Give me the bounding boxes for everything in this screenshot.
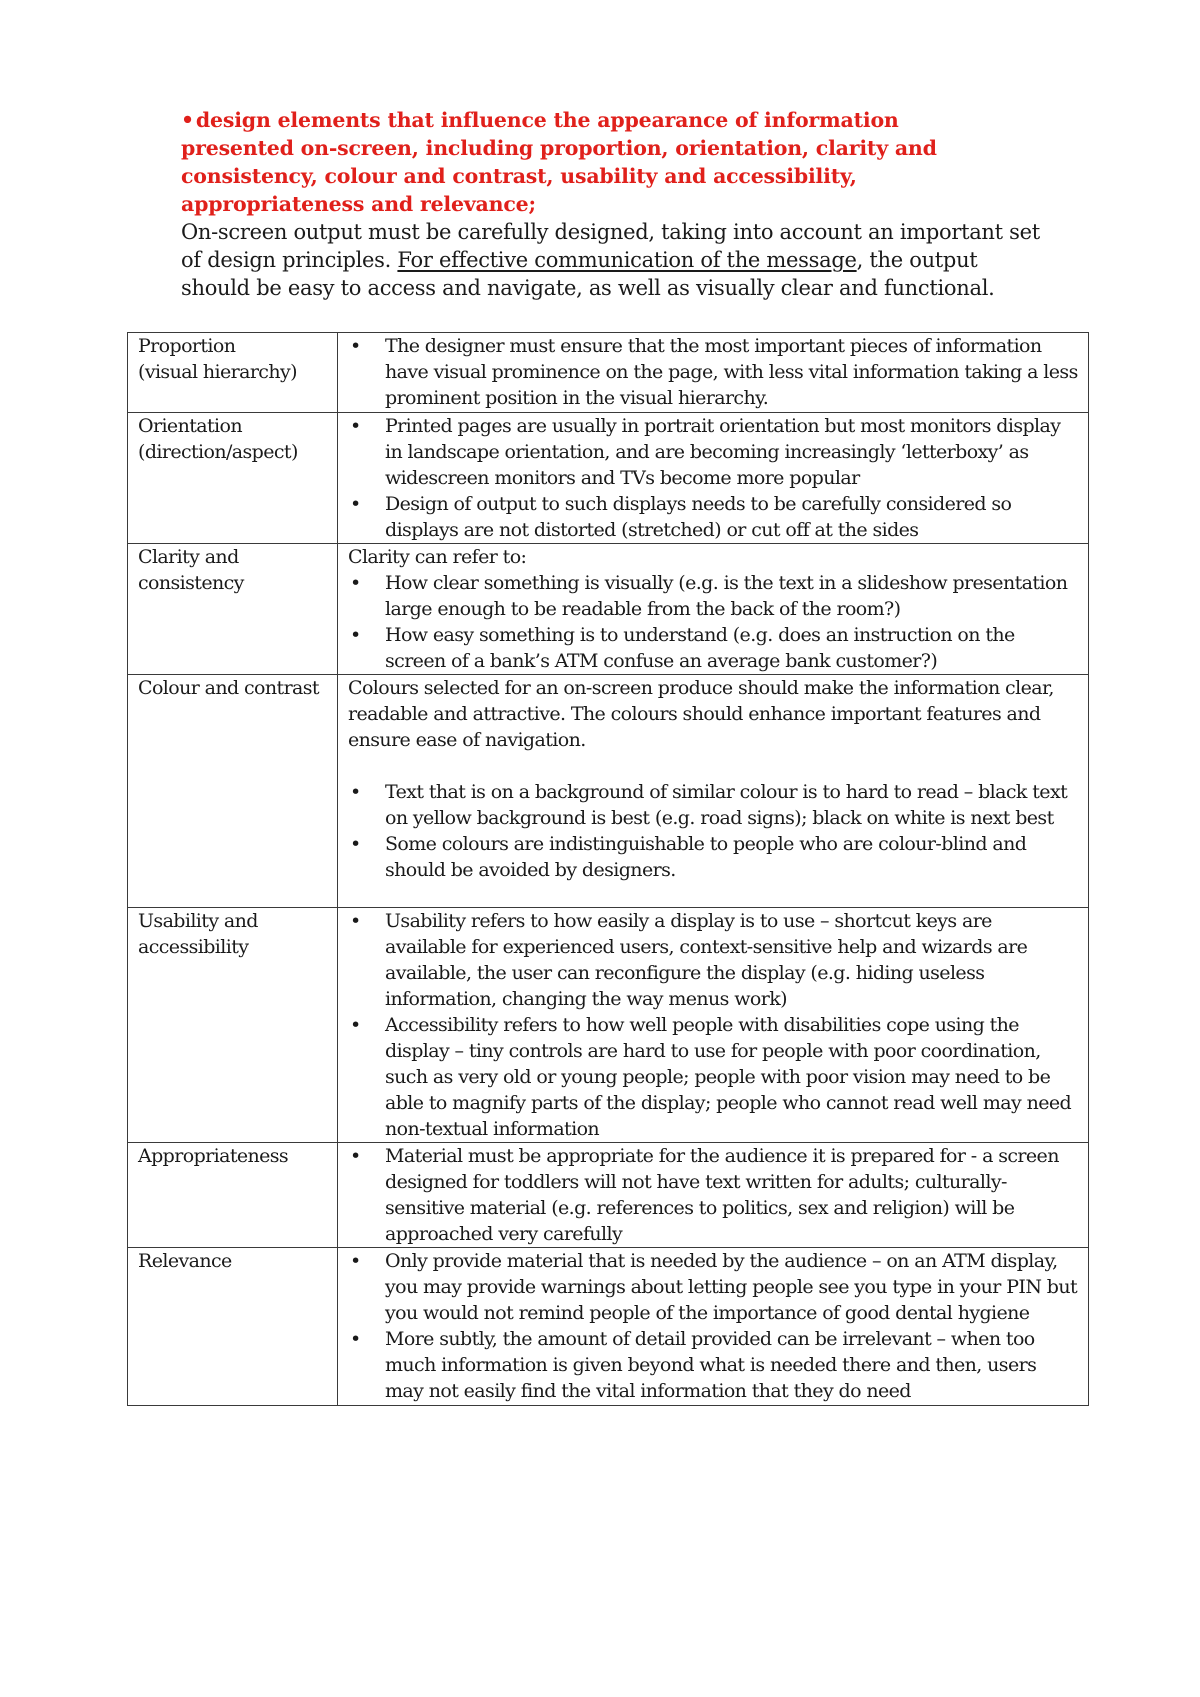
bullet-list [348,333,1078,411]
term-cell [128,1248,338,1406]
bullet-list [348,1248,1078,1404]
bullet-item: • Printed pages are usually in portrait orientation but most monitors display in landscape orientation, and are becoming increasingly ‘letterboxy’ as widescreen monitors and TVs become more popular [348,413,1078,491]
heading-text: design elements that influence the appearance of information presented on-screen, including proportion, orientation, clarity and consistency, colour and contrast, usability and accessibility, appropriateness and relevance; [181,108,937,216]
term-cell [128,675,338,908]
heading-bullet: • [181,108,194,132]
description-cell [338,413,1089,544]
description-cell [338,333,1089,413]
section-heading [181,106,1011,218]
bullet-item: • How clear something is visually (e.g. is the text in a slideshow presentation large enough to be readable from the back of the room?) [348,570,1078,622]
bullet-item: • How easy something is to understand (e.g. does an instruction on the screen of a bank’s ATM confuse an average bank customer?) [348,622,1078,674]
intro-paragraph [181,218,1041,302]
term-label: Proportion (visual hierarchy) [138,335,297,383]
term-label: Usability and accessibility [138,910,258,958]
bullet-item: • Usability refers to how easily a display is to use – shortcut keys are available for experienced users, context-sensitive help and wizards are available, the user can reconfigure the display (e.g. hiding useless information, changing the way menus work) [348,908,1078,1012]
description-cell [338,544,1089,675]
description-cell [338,1143,1089,1248]
bullet-item: • Design of output to such displays needs to be carefully considered so displays are not distorted (stretched) or cut off at the sides [348,491,1078,543]
bullet-list [348,779,1078,883]
intro-text-before: On-screen output must be carefully designed, taking into account an important set of design principles. [181,220,1040,272]
description-cell [338,1248,1089,1406]
table-row-usability-accessibility [128,908,1089,1143]
spacer [348,753,1078,779]
bullet-list [348,1143,1078,1247]
term-label: Orientation (direction/aspect) [138,415,298,463]
design-principles-table [127,332,1089,1406]
term-label: Colour and contrast [138,677,319,699]
table-row-clarity [128,544,1089,675]
bullet-item: • The designer must ensure that the most important pieces of information have visual prominence on the page, with less vital information taking a less prominent position in the visual hierarchy. [348,333,1078,411]
table-row-colour-contrast [128,675,1089,908]
intro-text-after: , the output should be easy to access and navigate, as well as visually clear and functional. [181,248,995,300]
table-row-orientation [128,413,1089,544]
bullet-list [348,413,1078,543]
bullet-item: • More subtly, the amount of detail provided can be irrelevant – when too much information is given beyond what is needed there and then, users may not easily find the vital information that they do need [348,1326,1078,1404]
table-row-relevance [128,1248,1089,1406]
term-label: Clarity and consistency [138,546,244,594]
bullet-item: • Material must be appropriate for the audience it is prepared for - a screen designed for toddlers will not have text written for adults; culturally-sensitive material (e.g. references to politics, sex and religion) will be approached very carefully [348,1143,1078,1247]
intro-underlined-phrase: For effective communication of the message [397,248,857,272]
lead-text: Clarity can refer to: [348,546,527,568]
bullet-item: • Only provide material that is needed by the audience – on an ATM display, you may provide warnings about letting people see you type in your PIN but you would not remind people of the importance of good dental hygiene [348,1248,1078,1326]
term-cell [128,1143,338,1248]
bullet-list [348,570,1078,674]
bullet-item: • Some colours are indistinguishable to people who are colour-blind and should be avoided by designers. [348,831,1078,883]
description-cell [338,675,1089,908]
lead-text: Colours selected for an on-screen produce should make the information clear, readable and attractive. The colours should enhance important features and ensure ease of navigation. [348,677,1054,751]
term-cell [128,333,338,413]
table-row-proportion [128,333,1089,413]
term-cell [128,908,338,1143]
term-cell [128,544,338,675]
term-cell [128,413,338,544]
bullet-item: • Text that is on a background of similar colour is to hard to read – black text on yellow background is best (e.g. road signs); black on white is next best [348,779,1078,831]
description-cell [338,908,1089,1143]
bullet-list [348,908,1078,1142]
bullet-item: • Accessibility refers to how well people with disabilities cope using the display – tiny controls are hard to use for people with poor coordination, such as very old or young people; people with poor vision may need to be able to magnify parts of the display; people who cannot read well may need non-textual information [348,1012,1078,1142]
term-label: Relevance [138,1250,232,1272]
term-label: Appropriateness [138,1145,289,1167]
table-row-appropriateness [128,1143,1089,1248]
